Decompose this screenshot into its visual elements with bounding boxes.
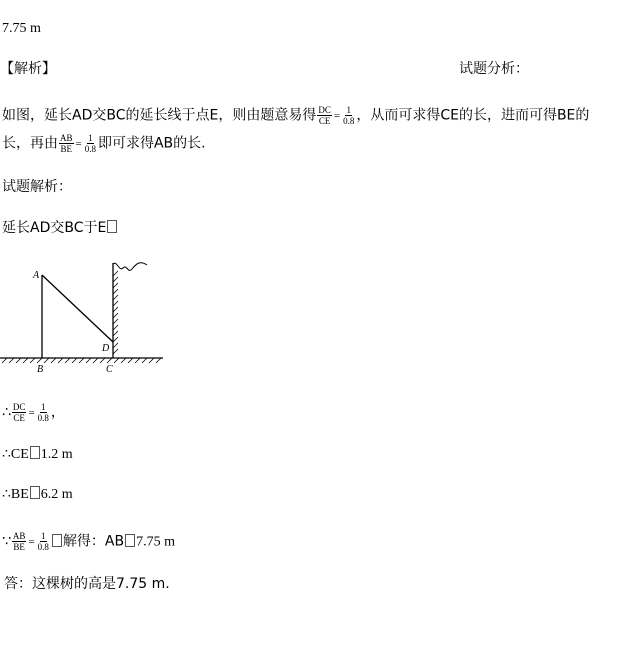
ground-hatching (2, 358, 161, 363)
step-4-value: 7.75 m (136, 534, 175, 550)
analysis-label: 试题分析： (459, 61, 529, 77)
therefore-symbol: ∴ (2, 404, 11, 421)
fraction-denominator: 0.8 (343, 116, 355, 126)
missing-glyph-box (30, 486, 40, 499)
step-1 (2, 402, 65, 423)
missing-glyph-box (125, 534, 135, 547)
fraction-numerator: 1 (88, 133, 93, 143)
fraction-ratio (342, 105, 355, 126)
fraction-denominator: BE (60, 144, 73, 154)
analysis-text-1a: 如图，延长AD交BC的延长线于点E，则由题意易得 (2, 107, 317, 124)
equals-sign: = (28, 406, 35, 419)
missing-glyph-box (107, 220, 117, 233)
fraction-denominator: CE (318, 116, 331, 126)
label-c: C (106, 364, 113, 375)
label-b: B (37, 364, 44, 375)
step-4 (2, 531, 175, 552)
fraction-numerator: DC (318, 105, 331, 115)
fraction-numerator: AB (60, 133, 73, 143)
label-a: A (33, 270, 40, 281)
solution-label: 试题解析： (2, 179, 72, 195)
analysis-line-2 (2, 133, 206, 154)
final-answer: 答：这棵树的高是7.75 m. (4, 576, 170, 592)
fraction-dc-ce (12, 402, 27, 423)
fraction-numerator: 1 (41, 402, 46, 412)
wall-break-squiggle (113, 263, 147, 271)
step-4-text: 解得：AB (62, 533, 125, 550)
equals-sign: = (28, 535, 35, 548)
top-answer: 7.75 m (2, 21, 41, 36)
analysis-line-1 (2, 105, 589, 126)
fraction-ratio (37, 531, 50, 552)
fraction-dc-ce (317, 105, 332, 126)
fraction-ab-be (59, 133, 74, 154)
step-3-value: 6.2 m (40, 487, 73, 502)
fraction-numerator: 1 (346, 105, 351, 115)
step-2 (2, 446, 73, 464)
extend-step-text: 延长AD交BC于E (2, 220, 107, 236)
fraction-denominator: 0.8 (37, 413, 49, 423)
fraction-denominator: BE (13, 542, 25, 552)
step-2-value: 1.2 m (40, 447, 73, 462)
step-3 (2, 486, 73, 504)
analysis-text-2a: 长，再由 (2, 135, 58, 152)
segment-ad (42, 275, 113, 342)
section-label: 【解析】 (0, 61, 56, 77)
label-d: D (102, 343, 110, 354)
missing-glyph-box (30, 446, 40, 459)
fraction-ratio (84, 133, 97, 154)
fraction-denominator: 0.8 (37, 542, 49, 552)
analysis-text-1b: ，从而可求得CE的长，进而可得BE的 (356, 107, 590, 124)
step-3-symbol: ∴BE (2, 487, 29, 502)
because-symbol: ∵ (2, 533, 11, 550)
fraction-numerator: AB (12, 531, 26, 541)
fraction-denominator: 0.8 (84, 144, 96, 154)
extend-step (2, 219, 118, 237)
fraction-numerator: 1 (41, 531, 46, 541)
step-2-symbol: ∴CE (2, 447, 29, 462)
step-1-tail: ， (50, 404, 65, 421)
fraction-ab-be (12, 531, 27, 552)
equals-sign: = (333, 109, 341, 122)
analysis-text-2b: 即可求得AB的长. (97, 135, 206, 152)
fraction-ratio (37, 402, 50, 423)
wall-hatching (113, 271, 118, 354)
fraction-numerator: DC (12, 402, 26, 412)
missing-glyph-box (52, 534, 62, 547)
fraction-denominator: CE (13, 413, 25, 423)
geometry-figure (0, 258, 170, 378)
equals-sign: = (75, 137, 82, 150)
